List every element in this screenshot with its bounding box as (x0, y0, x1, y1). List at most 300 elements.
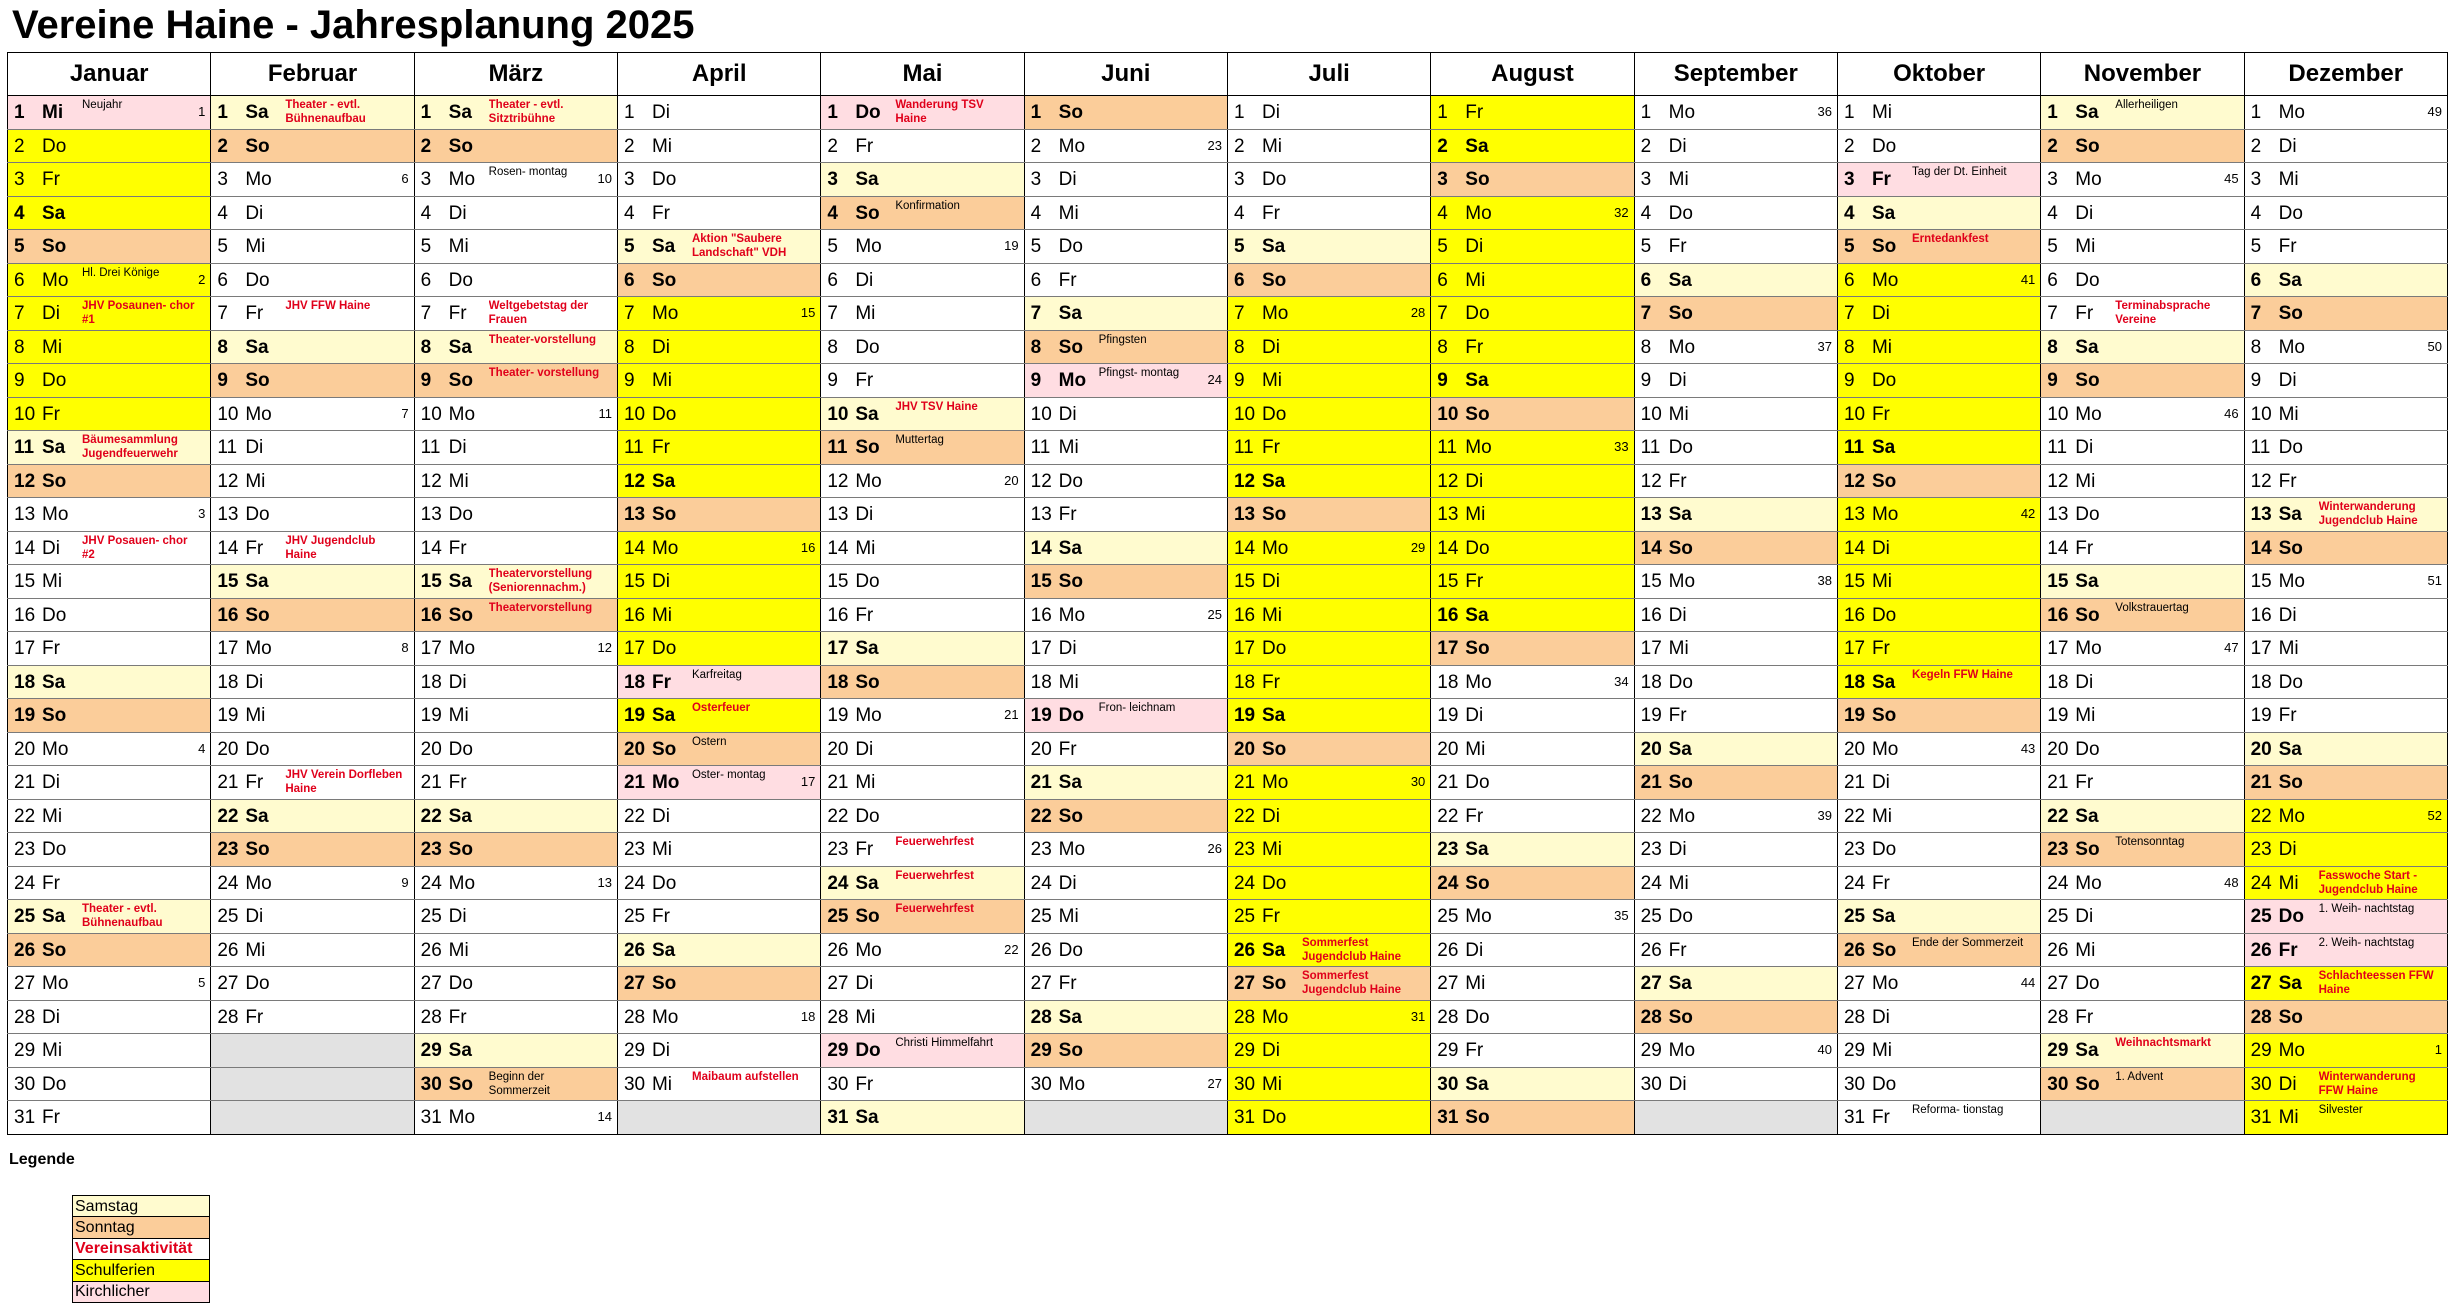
day-cell[interactable] (1024, 900, 1227, 934)
day-cell[interactable] (617, 799, 820, 833)
day-cell[interactable] (1634, 766, 1837, 800)
day-cell[interactable] (414, 464, 617, 498)
day-cell[interactable] (821, 665, 1024, 699)
day-cell[interactable] (2041, 900, 2244, 934)
day-cell[interactable] (1431, 263, 1634, 297)
day-cell[interactable] (1227, 464, 1430, 498)
day-cell[interactable] (2041, 565, 2244, 599)
day-cell[interactable] (617, 464, 820, 498)
day-cell[interactable] (2244, 364, 2447, 398)
day-cell[interactable] (2041, 531, 2244, 565)
day-cell[interactable] (1431, 498, 1634, 532)
day-cell[interactable] (1431, 1034, 1634, 1068)
day-cell[interactable] (2244, 598, 2447, 632)
day-cell[interactable] (211, 598, 414, 632)
day-cell[interactable] (1431, 196, 1634, 230)
day-cell[interactable] (1227, 196, 1430, 230)
day-cell[interactable] (821, 833, 1024, 867)
day-cell[interactable] (1634, 196, 1837, 230)
day-cell[interactable] (1227, 1101, 1430, 1135)
day-cell[interactable] (1024, 96, 1227, 130)
day-cell[interactable] (1431, 598, 1634, 632)
day-cell[interactable] (617, 397, 820, 431)
day-cell[interactable] (1431, 900, 1634, 934)
day-cell[interactable] (414, 163, 617, 197)
day-cell[interactable] (1837, 1067, 2040, 1101)
day-cell[interactable] (211, 263, 414, 297)
day-cell[interactable] (8, 967, 211, 1001)
day-cell[interactable] (1837, 565, 2040, 599)
day-cell[interactable] (2041, 498, 2244, 532)
day-cell[interactable] (8, 766, 211, 800)
day-cell[interactable] (414, 230, 617, 264)
day-cell[interactable] (2244, 96, 2447, 130)
day-cell[interactable] (1837, 833, 2040, 867)
day-cell[interactable] (821, 598, 1024, 632)
day-cell[interactable] (1024, 498, 1227, 532)
day-cell[interactable] (617, 766, 820, 800)
day-cell[interactable] (617, 665, 820, 699)
day-cell[interactable] (2041, 732, 2244, 766)
day-cell[interactable] (1024, 196, 1227, 230)
day-cell[interactable] (617, 196, 820, 230)
day-cell[interactable] (1431, 866, 1634, 900)
day-cell[interactable] (211, 431, 414, 465)
day-cell[interactable] (821, 330, 1024, 364)
day-cell[interactable] (1024, 431, 1227, 465)
day-cell[interactable] (1634, 96, 1837, 130)
day-cell[interactable] (414, 967, 617, 1001)
day-cell[interactable] (414, 799, 617, 833)
day-cell[interactable] (414, 330, 617, 364)
day-cell[interactable] (2244, 732, 2447, 766)
day-cell[interactable] (1024, 665, 1227, 699)
day-cell[interactable] (2244, 1000, 2447, 1034)
day-cell[interactable] (1431, 230, 1634, 264)
day-cell[interactable] (2041, 933, 2244, 967)
day-cell[interactable] (1837, 933, 2040, 967)
day-cell[interactable] (1227, 900, 1430, 934)
day-cell[interactable] (1024, 732, 1227, 766)
day-cell[interactable] (1431, 665, 1634, 699)
day-cell[interactable] (8, 632, 211, 666)
day-cell[interactable] (1837, 263, 2040, 297)
day-cell[interactable] (821, 1067, 1024, 1101)
day-cell[interactable] (617, 263, 820, 297)
day-cell[interactable] (617, 230, 820, 264)
day-cell[interactable] (617, 933, 820, 967)
day-cell[interactable] (2244, 1067, 2447, 1101)
day-cell[interactable] (2244, 531, 2447, 565)
day-cell[interactable] (1431, 565, 1634, 599)
day-cell[interactable] (414, 732, 617, 766)
day-cell[interactable] (821, 866, 1024, 900)
day-cell[interactable] (821, 498, 1024, 532)
day-cell[interactable] (1024, 933, 1227, 967)
day-cell[interactable] (1227, 1000, 1430, 1034)
day-cell[interactable] (8, 900, 211, 934)
day-cell[interactable] (1634, 665, 1837, 699)
day-cell[interactable] (8, 933, 211, 967)
day-cell[interactable] (2244, 933, 2447, 967)
day-cell[interactable] (2041, 699, 2244, 733)
day-cell[interactable] (1837, 1000, 2040, 1034)
day-cell[interactable] (2244, 900, 2447, 934)
day-cell[interactable] (1024, 833, 1227, 867)
day-cell[interactable] (1227, 163, 1430, 197)
day-cell[interactable] (1634, 330, 1837, 364)
day-cell[interactable] (414, 1034, 617, 1068)
day-cell[interactable] (1227, 732, 1430, 766)
day-cell[interactable] (8, 531, 211, 565)
day-cell[interactable] (2244, 799, 2447, 833)
day-cell[interactable] (821, 263, 1024, 297)
day-cell[interactable] (1024, 632, 1227, 666)
day-cell[interactable] (1837, 632, 2040, 666)
day-cell[interactable] (1837, 1101, 2040, 1135)
day-cell[interactable] (211, 1034, 414, 1068)
day-cell[interactable] (211, 498, 414, 532)
day-cell[interactable] (1431, 732, 1634, 766)
day-cell[interactable] (2244, 632, 2447, 666)
day-cell[interactable] (211, 1000, 414, 1034)
day-cell[interactable] (1837, 732, 2040, 766)
day-cell[interactable] (1431, 967, 1634, 1001)
day-cell[interactable] (8, 598, 211, 632)
day-cell[interactable] (211, 129, 414, 163)
day-cell[interactable] (2041, 766, 2244, 800)
day-cell[interactable] (1024, 1000, 1227, 1034)
day-cell[interactable] (8, 699, 211, 733)
day-cell[interactable] (1634, 431, 1837, 465)
day-cell[interactable] (2244, 1101, 2447, 1135)
day-cell[interactable] (1634, 565, 1837, 599)
day-cell[interactable] (414, 632, 617, 666)
day-cell[interactable] (821, 967, 1024, 1001)
day-cell[interactable] (414, 129, 617, 163)
day-cell[interactable] (1431, 431, 1634, 465)
day-cell[interactable] (1024, 799, 1227, 833)
day-cell[interactable] (414, 1000, 617, 1034)
day-cell[interactable] (414, 297, 617, 331)
day-cell[interactable] (821, 431, 1024, 465)
day-cell[interactable] (2041, 397, 2244, 431)
day-cell[interactable] (211, 1101, 414, 1135)
day-cell[interactable] (211, 933, 414, 967)
day-cell[interactable] (821, 799, 1024, 833)
day-cell[interactable] (1227, 766, 1430, 800)
day-cell[interactable] (617, 1101, 820, 1135)
day-cell[interactable] (821, 1101, 1024, 1135)
day-cell[interactable] (821, 364, 1024, 398)
day-cell[interactable] (414, 866, 617, 900)
day-cell[interactable] (1431, 766, 1634, 800)
day-cell[interactable] (1024, 330, 1227, 364)
day-cell[interactable] (1431, 1000, 1634, 1034)
day-cell[interactable] (2041, 866, 2244, 900)
day-cell[interactable] (1634, 1067, 1837, 1101)
day-cell[interactable] (1024, 1067, 1227, 1101)
day-cell[interactable] (1837, 196, 2040, 230)
day-cell[interactable] (1227, 263, 1430, 297)
day-cell[interactable] (617, 364, 820, 398)
day-cell[interactable] (821, 196, 1024, 230)
day-cell[interactable] (211, 163, 414, 197)
day-cell[interactable] (821, 464, 1024, 498)
day-cell[interactable] (617, 163, 820, 197)
day-cell[interactable] (1837, 464, 2040, 498)
day-cell[interactable] (211, 397, 414, 431)
day-cell[interactable] (8, 1067, 211, 1101)
day-cell[interactable] (211, 565, 414, 599)
day-cell[interactable] (2244, 129, 2447, 163)
day-cell[interactable] (2244, 464, 2447, 498)
day-cell[interactable] (414, 364, 617, 398)
day-cell[interactable] (1024, 766, 1227, 800)
day-cell[interactable] (211, 196, 414, 230)
day-cell[interactable] (1634, 1000, 1837, 1034)
day-cell[interactable] (1024, 967, 1227, 1001)
day-cell[interactable] (211, 96, 414, 130)
day-cell[interactable] (1024, 163, 1227, 197)
day-cell[interactable] (8, 1034, 211, 1068)
day-cell[interactable] (1634, 699, 1837, 733)
day-cell[interactable] (211, 766, 414, 800)
day-cell[interactable] (1431, 1101, 1634, 1135)
day-cell[interactable] (1634, 967, 1837, 1001)
day-cell[interactable] (211, 464, 414, 498)
day-cell[interactable] (8, 565, 211, 599)
day-cell[interactable] (2244, 163, 2447, 197)
day-cell[interactable] (1227, 632, 1430, 666)
day-cell[interactable] (1837, 297, 2040, 331)
day-cell[interactable] (2244, 866, 2447, 900)
day-cell[interactable] (1431, 933, 1634, 967)
day-cell[interactable] (1837, 330, 2040, 364)
day-cell[interactable] (414, 1101, 617, 1135)
day-cell[interactable] (1024, 129, 1227, 163)
day-cell[interactable] (617, 297, 820, 331)
day-cell[interactable] (2041, 464, 2244, 498)
day-cell[interactable] (617, 531, 820, 565)
day-cell[interactable] (211, 866, 414, 900)
day-cell[interactable] (1024, 565, 1227, 599)
day-cell[interactable] (8, 866, 211, 900)
day-cell[interactable] (617, 129, 820, 163)
day-cell[interactable] (8, 833, 211, 867)
day-cell[interactable] (821, 565, 1024, 599)
day-cell[interactable] (2244, 397, 2447, 431)
day-cell[interactable] (2041, 799, 2244, 833)
day-cell[interactable] (1024, 1101, 1227, 1135)
day-cell[interactable] (821, 1000, 1024, 1034)
day-cell[interactable] (2244, 833, 2447, 867)
day-cell[interactable] (2244, 330, 2447, 364)
day-cell[interactable] (1431, 163, 1634, 197)
day-cell[interactable] (1024, 297, 1227, 331)
day-cell[interactable] (1227, 699, 1430, 733)
day-cell[interactable] (414, 196, 617, 230)
day-cell[interactable] (1227, 297, 1430, 331)
day-cell[interactable] (8, 464, 211, 498)
day-cell[interactable] (821, 129, 1024, 163)
day-cell[interactable] (1024, 397, 1227, 431)
day-cell[interactable] (1837, 230, 2040, 264)
day-cell[interactable] (1634, 598, 1837, 632)
day-cell[interactable] (821, 732, 1024, 766)
day-cell[interactable] (1431, 464, 1634, 498)
day-cell[interactable] (414, 96, 617, 130)
day-cell[interactable] (1634, 397, 1837, 431)
day-cell[interactable] (2244, 699, 2447, 733)
day-cell[interactable] (8, 665, 211, 699)
day-cell[interactable] (2041, 1034, 2244, 1068)
day-cell[interactable] (8, 96, 211, 130)
day-cell[interactable] (414, 699, 617, 733)
day-cell[interactable] (617, 431, 820, 465)
day-cell[interactable] (1837, 364, 2040, 398)
day-cell[interactable] (1634, 1034, 1837, 1068)
day-cell[interactable] (1227, 565, 1430, 599)
day-cell[interactable] (1227, 866, 1430, 900)
day-cell[interactable] (617, 598, 820, 632)
day-cell[interactable] (821, 933, 1024, 967)
day-cell[interactable] (414, 665, 617, 699)
day-cell[interactable] (2041, 1067, 2244, 1101)
day-cell[interactable] (1431, 397, 1634, 431)
day-cell[interactable] (1634, 297, 1837, 331)
day-cell[interactable] (1227, 230, 1430, 264)
day-cell[interactable] (617, 967, 820, 1001)
day-cell[interactable] (1431, 364, 1634, 398)
day-cell[interactable] (8, 397, 211, 431)
day-cell[interactable] (1024, 263, 1227, 297)
day-cell[interactable] (1634, 833, 1837, 867)
day-cell[interactable] (2041, 163, 2244, 197)
day-cell[interactable] (1227, 833, 1430, 867)
day-cell[interactable] (211, 732, 414, 766)
day-cell[interactable] (2041, 833, 2244, 867)
day-cell[interactable] (8, 196, 211, 230)
day-cell[interactable] (8, 297, 211, 331)
day-cell[interactable] (1227, 1034, 1430, 1068)
day-cell[interactable] (821, 96, 1024, 130)
day-cell[interactable] (821, 297, 1024, 331)
day-cell[interactable] (1227, 598, 1430, 632)
day-cell[interactable] (617, 565, 820, 599)
day-cell[interactable] (1227, 129, 1430, 163)
day-cell[interactable] (1634, 1101, 1837, 1135)
day-cell[interactable] (8, 263, 211, 297)
day-cell[interactable] (2041, 263, 2244, 297)
day-cell[interactable] (8, 1000, 211, 1034)
day-cell[interactable] (2244, 498, 2447, 532)
day-cell[interactable] (2244, 967, 2447, 1001)
day-cell[interactable] (2041, 967, 2244, 1001)
day-cell[interactable] (211, 900, 414, 934)
day-cell[interactable] (2041, 632, 2244, 666)
day-cell[interactable] (2041, 230, 2244, 264)
day-cell[interactable] (2041, 1000, 2244, 1034)
day-cell[interactable] (1634, 732, 1837, 766)
day-cell[interactable] (617, 732, 820, 766)
day-cell[interactable] (8, 1101, 211, 1135)
day-cell[interactable] (617, 866, 820, 900)
day-cell[interactable] (211, 665, 414, 699)
day-cell[interactable] (1024, 364, 1227, 398)
day-cell[interactable] (821, 900, 1024, 934)
day-cell[interactable] (1227, 364, 1430, 398)
day-cell[interactable] (1227, 397, 1430, 431)
day-cell[interactable] (8, 732, 211, 766)
day-cell[interactable] (1837, 96, 2040, 130)
day-cell[interactable] (2041, 297, 2244, 331)
day-cell[interactable] (2041, 598, 2244, 632)
day-cell[interactable] (1634, 464, 1837, 498)
day-cell[interactable] (617, 900, 820, 934)
day-cell[interactable] (8, 163, 211, 197)
day-cell[interactable] (1837, 665, 2040, 699)
day-cell[interactable] (2041, 1101, 2244, 1135)
day-cell[interactable] (617, 96, 820, 130)
day-cell[interactable] (414, 833, 617, 867)
day-cell[interactable] (1431, 531, 1634, 565)
day-cell[interactable] (211, 632, 414, 666)
day-cell[interactable] (1024, 531, 1227, 565)
day-cell[interactable] (1431, 330, 1634, 364)
day-cell[interactable] (1837, 967, 2040, 1001)
day-cell[interactable] (1634, 129, 1837, 163)
day-cell[interactable] (414, 498, 617, 532)
day-cell[interactable] (1431, 129, 1634, 163)
day-cell[interactable] (8, 431, 211, 465)
day-cell[interactable] (414, 1067, 617, 1101)
day-cell[interactable] (1024, 598, 1227, 632)
day-cell[interactable] (1837, 699, 2040, 733)
day-cell[interactable] (2041, 330, 2244, 364)
day-cell[interactable] (2041, 665, 2244, 699)
day-cell[interactable] (1431, 96, 1634, 130)
day-cell[interactable] (617, 1067, 820, 1101)
day-cell[interactable] (1634, 632, 1837, 666)
day-cell[interactable] (1431, 833, 1634, 867)
day-cell[interactable] (1837, 397, 2040, 431)
day-cell[interactable] (1227, 498, 1430, 532)
day-cell[interactable] (1634, 230, 1837, 264)
day-cell[interactable] (414, 431, 617, 465)
day-cell[interactable] (1634, 531, 1837, 565)
day-cell[interactable] (2041, 96, 2244, 130)
day-cell[interactable] (1837, 1034, 2040, 1068)
day-cell[interactable] (1634, 900, 1837, 934)
day-cell[interactable] (414, 766, 617, 800)
day-cell[interactable] (1837, 129, 2040, 163)
day-cell[interactable] (8, 799, 211, 833)
day-cell[interactable] (1024, 464, 1227, 498)
day-cell[interactable] (414, 565, 617, 599)
day-cell[interactable] (1431, 799, 1634, 833)
day-cell[interactable] (1024, 1034, 1227, 1068)
day-cell[interactable] (1837, 163, 2040, 197)
day-cell[interactable] (8, 364, 211, 398)
day-cell[interactable] (617, 632, 820, 666)
day-cell[interactable] (821, 163, 1024, 197)
day-cell[interactable] (2244, 565, 2447, 599)
day-cell[interactable] (1837, 866, 2040, 900)
day-cell[interactable] (1431, 297, 1634, 331)
day-cell[interactable] (8, 330, 211, 364)
day-cell[interactable] (1837, 498, 2040, 532)
